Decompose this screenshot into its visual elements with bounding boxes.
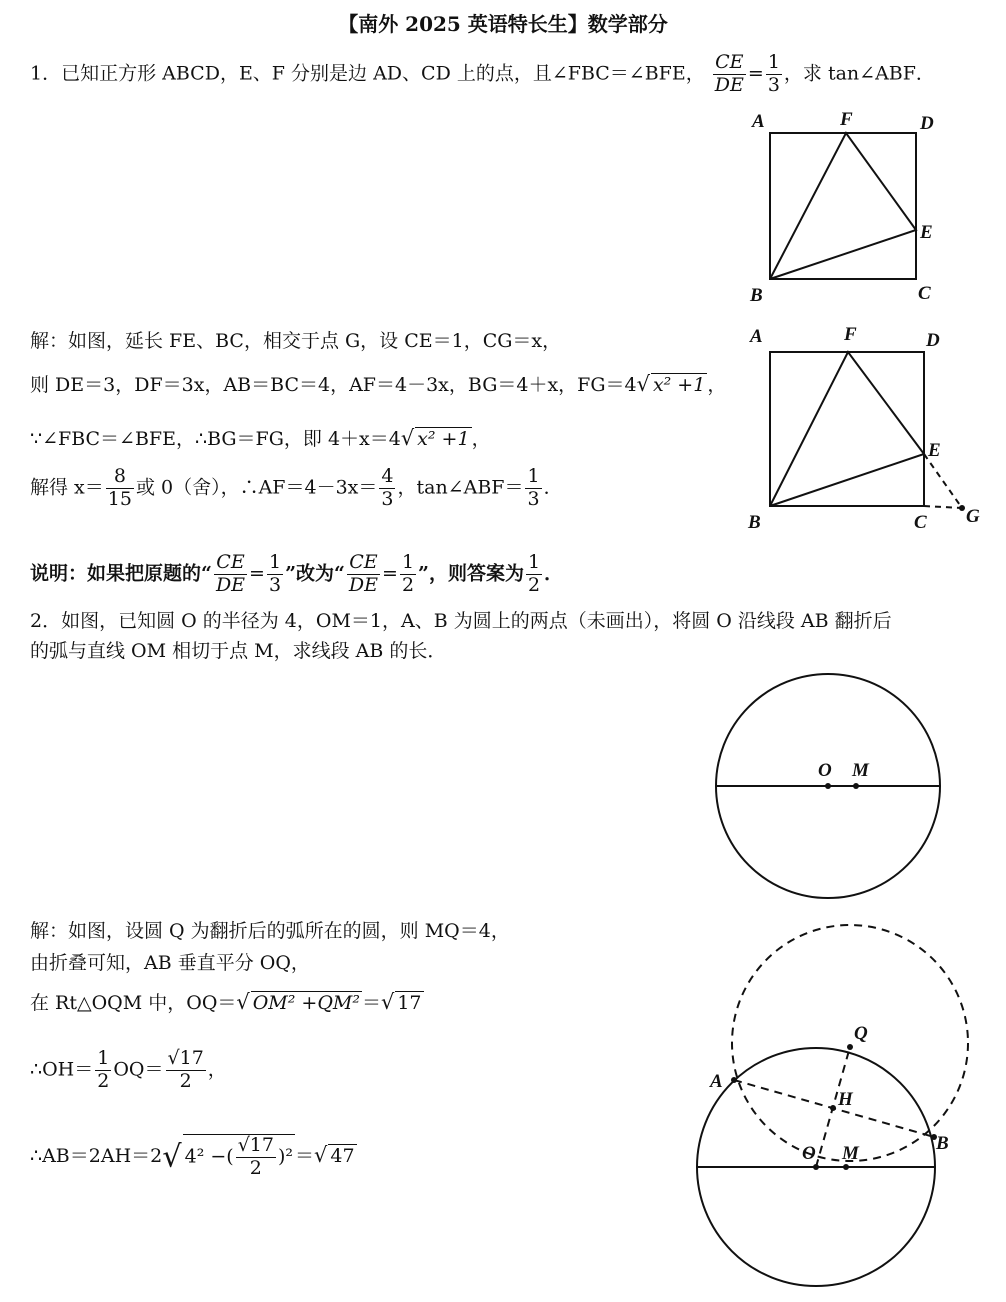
note-value-1: $\frac{1}{3}$ [268,551,282,596]
oh-value-fraction: $\frac{√17}{2}$ [167,1047,204,1092]
equals-sign: = [747,62,764,85]
solution-2-line-1: 解：如图，设圆 Q 为翻折后的弧所在的圆，则 MQ＝4， [30,920,510,942]
note-answer: $\frac{1}{2}$ [527,551,541,596]
radical-47: 47 [330,1144,355,1167]
solution-2-line-5: ∴AB＝2AH＝2√ 4² −( $\frac{√17}{2}$ )² ＝√ 47 [30,1134,355,1179]
radical-ab-expression: 4² −( $\frac{√17}{2}$ )² [184,1134,294,1179]
fig4-label-a: A [710,1071,723,1092]
fig2-label-g: G [966,506,980,527]
solution-2-line-3: 在 Rt△OQM 中，OQ＝√ OM² +QM² ＝√ 17 [30,990,422,1014]
note-line: 说明：如果把原题的“ $\frac{CE}{DE}$ = $\frac{1}{3}$ ”改为“ $\frac{CE}{DE}$ = $\frac{1}{2}$ ”，则答案为 $\frac{1}{2}$ ． [30,551,564,596]
question-1-text-a: 已知正方形 ABCD，E、F 分别是边 AD、CD 上的点，且∠FBC＝∠BFE， [61,62,705,85]
fig4-label-h: H [838,1089,853,1110]
question-1-ratio: $\frac{CE}{DE}$ [714,51,744,96]
fig4-label-o: O [802,1143,816,1164]
question-2-line-2: 的弧与直线 OM 相切于点 M，求线段 AB 的长． [30,640,447,662]
figure-4-folded-circle [690,925,990,1300]
question-1-ratio-value: $\frac{1}{3}$ [767,51,780,96]
question-1 [30,52,935,97]
af-value-fraction: $\frac{4}{3}$ [381,465,394,510]
radical-17: 17 [397,992,422,1014]
fig3-label-o: O [818,760,832,781]
fig1-label-f: F [840,109,853,130]
fig1-label-a: A [752,111,765,132]
radical-x2-plus-1: x² +1 [652,374,706,396]
solution-2-line-4: ∴OH＝ $\frac{1}{2}$ OQ＝ $\frac{√17}{2}$ ， [30,1047,227,1092]
solution-2-line-2: 由折叠可知，AB 垂直平分 OQ， [30,952,310,974]
fig4-label-m: M [842,1143,859,1164]
tan-value-fraction: $\frac{1}{3}$ [527,465,540,510]
radical-om-qm: OM² +QM² [252,992,360,1014]
fig4-label-q: Q [854,1023,868,1044]
radical-x2-plus-1-b: x² +1 [417,428,470,450]
question-1-number: 1． [30,62,62,85]
figure-3-circle [710,670,980,910]
solution-1-line-4: 解得 x＝ $\frac{8}{15}$ 或 0（舍），∴AF＝4－3x＝ $\frac{4}{3}$ ，tan∠ABF＝ $\frac{1}{3}$ ． [30,465,563,510]
half-fraction: $\frac{1}{2}$ [97,1047,110,1092]
fig2-label-b: B [748,512,761,533]
page-title: 【南外 2025 英语特长生】数学部分 [338,12,668,36]
x-value-fraction: $\frac{8}{15}$ [107,465,132,510]
fig1-label-b: B [750,285,763,306]
solution-1-line-1: 解：如图，延长 FE、BC，相交于点 G，设 CE＝1，CG＝x， [30,330,562,352]
solution-1-line-3: ∵∠FBC＝∠BFE，∴BG＝FG，即 4＋x＝4√ x² +1 ， [30,426,491,450]
fig2-label-f: F [844,324,857,345]
figure-1-square [740,105,970,305]
fig2-label-d: D [926,330,940,351]
fig1-label-d: D [920,113,934,134]
note-ratio-1: $\frac{CE}{DE}$ [215,551,246,596]
fig3-label-m: M [852,760,869,781]
fig1-label-e: E [920,222,933,243]
figure-2-square-extended [740,318,1000,538]
question-1-text-b: ，求 tan∠ABF． [783,62,935,85]
fig2-label-a: A [750,326,763,347]
question-2-line-1: 2．如图，已知圆 O 的半径为 4，OM＝1，A、B 为圆上的两点（未画出），将圆 O 沿线段 AB 翻折后 [30,610,892,632]
fig2-label-c: C [914,512,927,533]
fig4-label-b: B [936,1133,949,1154]
note-value-2: $\frac{1}{2}$ [401,551,415,596]
fig2-label-e: E [928,440,941,461]
solution-1-line-2: 则 DE＝3，DF＝3x，AB＝BC＝4，AF＝4－3x，BG＝4＋x，FG＝4√ x² +1 ， [30,372,727,396]
fig1-label-c: C [918,283,931,304]
note-ratio-2: $\frac{CE}{DE}$ [348,551,379,596]
